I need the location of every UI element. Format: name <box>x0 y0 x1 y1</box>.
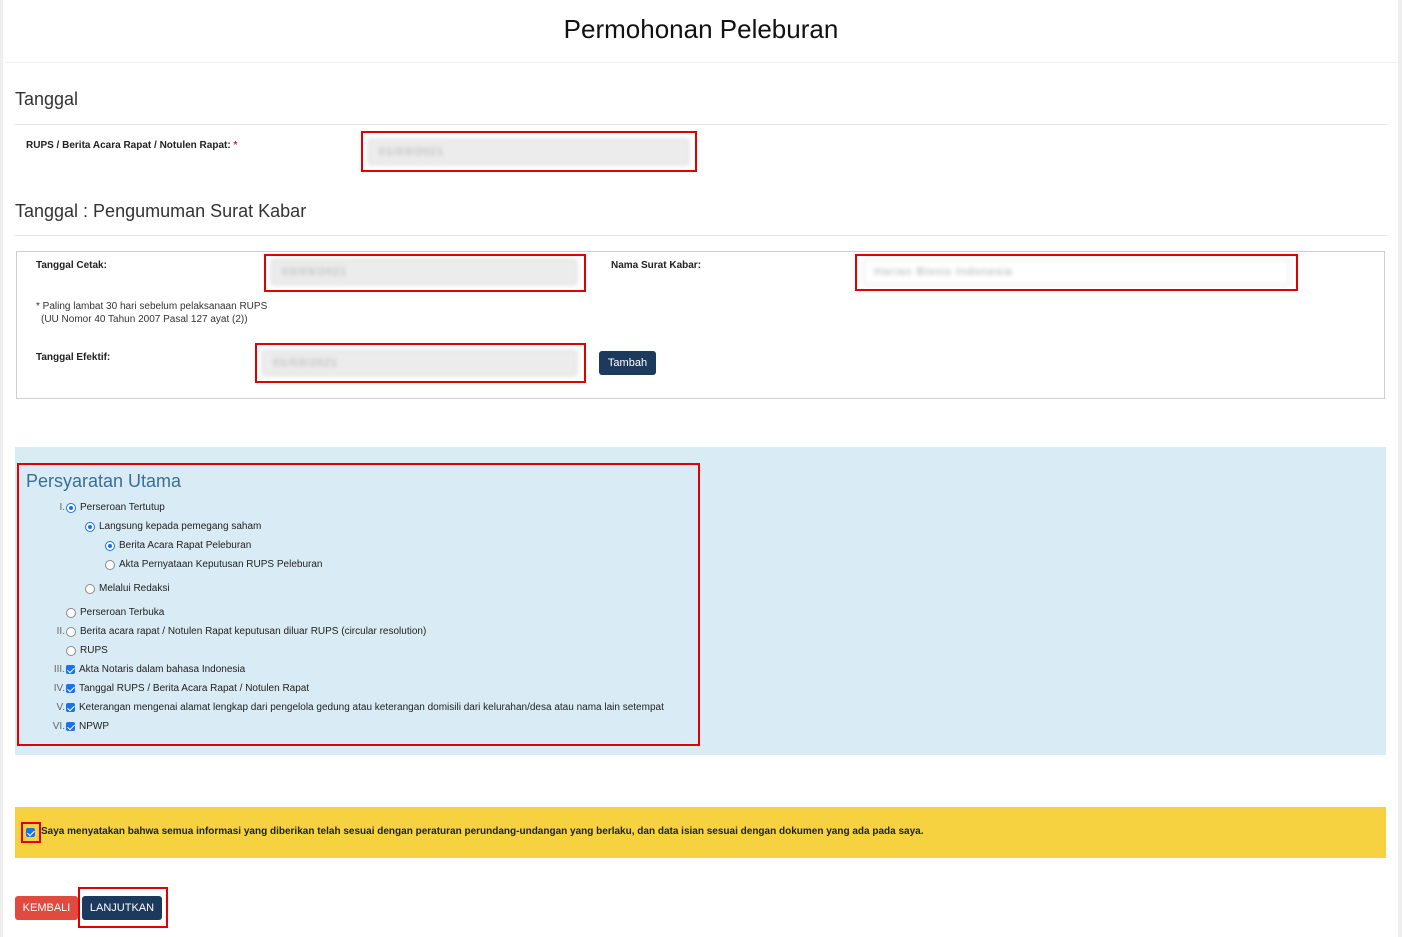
checkbox-icon[interactable] <box>66 684 75 693</box>
option-label: Berita Acara Rapat Peleburan <box>119 540 252 551</box>
option-circular-resolution[interactable] <box>66 626 426 637</box>
option-label: Akta Pernyataan Keputusan RUPS Peleburan <box>119 559 323 570</box>
rups-date-label-text: RUPS / Berita Acara Rapat / Notulen Rapat: <box>26 140 231 151</box>
option-label: Berita acara rapat / Notulen Rapat keputusan diluar RUPS (circular resolution) <box>80 626 427 637</box>
rups-date-input[interactable] <box>368 139 689 165</box>
agreement-text: Saya menyatakan bahwa semua informasi yang diberikan telah sesuai dengan peraturan perundang-undangan yang berlaku, dan data isian sesuai dengan dokumen yang ada pada saya. <box>41 826 924 837</box>
page-title: Permohonan Peleburan <box>563 14 839 44</box>
lanjutkan-button[interactable]: LANJUTKAN <box>82 896 162 920</box>
option-label: Tanggal RUPS / Berita Acara Rapat / Notulen Rapat <box>79 683 310 694</box>
option-akta-pernyataan-keputusan[interactable] <box>105 559 322 570</box>
option-melalui-redaksi[interactable] <box>85 583 170 594</box>
option-label: Langsung kepada pemegang saham <box>99 521 262 532</box>
required-asterisk: * <box>233 140 238 151</box>
effective-date-label: Tanggal Efektif: <box>36 352 111 363</box>
roman-numeral: VI. <box>52 721 65 732</box>
option-label: Akta Notaris dalam bahasa Indonesia <box>79 664 246 675</box>
effective-date-input[interactable] <box>262 350 577 376</box>
option-langsung-pemegang-saham[interactable] <box>85 521 261 532</box>
title-divider <box>5 62 1398 63</box>
radio-icon[interactable] <box>105 560 115 570</box>
option-perseroan-terbuka[interactable] <box>66 607 164 618</box>
checkbox-icon[interactable] <box>66 703 75 712</box>
check-keterangan-alamat[interactable] <box>66 702 664 713</box>
window-frame-right <box>1398 0 1402 937</box>
option-perseroan-tertutup[interactable] <box>66 502 165 513</box>
option-label: RUPS <box>80 645 108 656</box>
deadline-note-line1: * Paling lambat 30 hari sebelum pelaksanaan RUPS <box>36 301 268 312</box>
radio-icon[interactable] <box>85 522 95 532</box>
section-heading-tanggal: Tanggal <box>15 89 79 109</box>
option-label: NPWP <box>79 721 109 732</box>
radio-icon[interactable] <box>85 584 95 594</box>
radio-icon[interactable] <box>66 503 76 513</box>
print-date-input[interactable] <box>271 259 577 285</box>
rups-date-label <box>26 140 237 151</box>
requirements-title: Persyaratan Utama <box>26 471 182 491</box>
tambah-button[interactable]: Tambah <box>599 351 656 375</box>
newspaper-name-label: Nama Surat Kabar: <box>611 260 702 271</box>
check-tanggal-rups[interactable] <box>66 683 309 694</box>
check-akta-notaris[interactable] <box>66 664 245 675</box>
window-frame-left <box>0 0 3 937</box>
roman-numeral: I. <box>59 502 65 513</box>
option-label: Melalui Redaksi <box>99 583 170 594</box>
roman-numeral: III. <box>53 664 65 675</box>
radio-icon[interactable] <box>105 541 115 551</box>
radio-icon[interactable] <box>66 627 76 637</box>
option-label: Perseroan Tertutup <box>80 502 165 513</box>
radio-icon[interactable] <box>66 608 76 618</box>
checkbox-icon[interactable] <box>66 722 75 731</box>
agreement-checkbox[interactable] <box>26 828 35 837</box>
section-divider <box>15 235 1387 236</box>
print-date-label: Tanggal Cetak: <box>36 260 107 271</box>
radio-icon[interactable] <box>66 646 76 656</box>
section-divider <box>15 124 1387 125</box>
option-label: Keterangan mengenai alamat lengkap dari pengelola gedung atau keterangan domisili dari kelurahan/desa atau nama lain setempat <box>79 702 664 713</box>
deadline-note-line2: (UU Nomor 40 Tahun 2007 Pasal 127 ayat (2)) <box>41 314 248 325</box>
option-berita-acara-rapat-peleburan[interactable] <box>105 540 251 551</box>
deadline-note <box>36 300 267 326</box>
check-npwp[interactable] <box>66 721 109 732</box>
roman-numeral: IV. <box>53 683 65 694</box>
checkbox-icon[interactable] <box>66 665 75 674</box>
newspaper-name-input[interactable] <box>863 259 1290 285</box>
option-label: Perseroan Terbuka <box>80 607 165 618</box>
roman-numeral: II. <box>56 626 65 637</box>
section-heading-pengumuman: Tanggal : Pengumuman Surat Kabar <box>15 201 307 221</box>
kembali-button[interactable]: KEMBALI <box>15 896 78 920</box>
roman-numeral: V. <box>56 702 65 713</box>
option-rups[interactable] <box>66 645 108 656</box>
